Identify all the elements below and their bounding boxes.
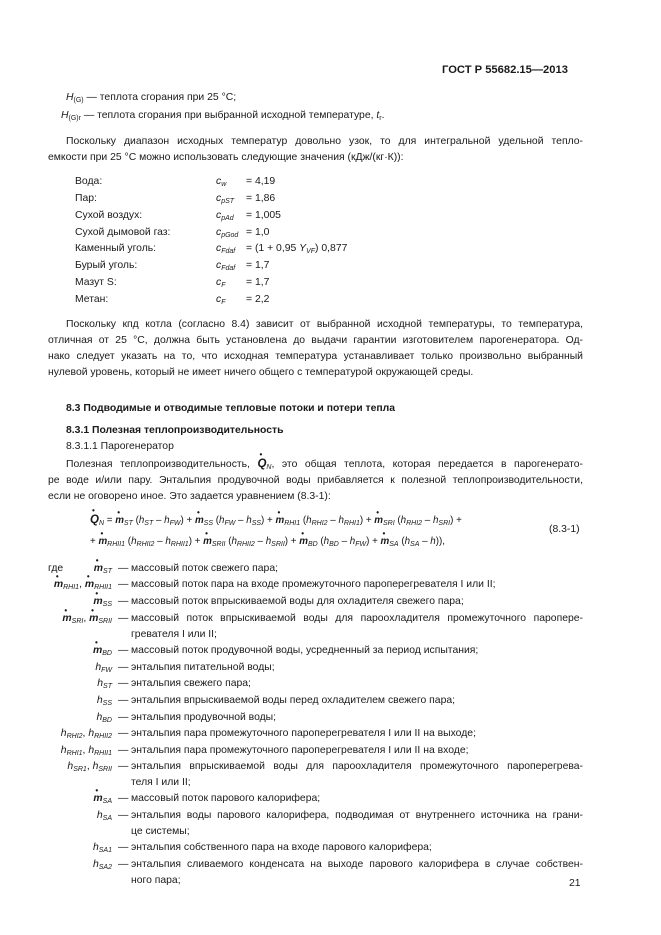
definition-text: массовый поток парового калорифера;	[131, 793, 321, 804]
definition-dash: —	[118, 613, 129, 624]
paragraph-line: отличная от 25 °С, должна быть установлена до выдачи гарантии изготовителем парогенератора. Од-	[48, 335, 583, 346]
definition-dash: —	[118, 728, 129, 739]
definition-h-g-r: $H_{(G)r}$ — теплота сгорания при выбранной исходной температуре, $t_r$.	[61, 110, 385, 122]
section-heading-8-3-1-1: 8.3.1.1 Парогенератор	[66, 441, 174, 452]
definition-text: энтальпия продувочной воды;	[131, 712, 277, 723]
paragraph-line: нулевой уровень, который не имеет ничего общего с температурой окружающей среды.	[48, 367, 474, 378]
heat-table-symbol: $c_{pST}$	[216, 193, 235, 205]
equation-line-2: + m $•_{RHII1}$ $(h_{RHII2} - h_{RHII1}) + m$ $•_{SRII}$ $(h_{RHII2} - h_{SRII}) + m$ $•_{BD}$ $(h_{BD} - h_{FW}) + m$ $•_{SA}$ $(h_{SA} - h)$),	[90, 536, 445, 548]
definition-text: массовый поток впрыскиваемой воды для пароохладителя промежуточного паропере-	[131, 613, 583, 624]
section-heading-8-3: 8.3 Подводимые и отводимые тепловые потоки и потери тепла	[66, 403, 396, 414]
definition-text: энтальпия собственного пара на входе парового калорифера;	[131, 842, 432, 853]
definition-symbol: m $•_{BD}$	[93, 645, 112, 657]
definition-dash: —	[118, 810, 129, 821]
definition-symbol: $h_{ST}$	[97, 678, 112, 690]
heat-table-symbol: $c_{pAd}$	[216, 210, 234, 222]
definition-symbol: m $•_{RHI1}$, m $•_{RHII1}$	[54, 579, 112, 591]
heat-table-value: = 1,86	[246, 193, 276, 204]
definition-dash: —	[118, 695, 129, 706]
paragraph-line: Поскольку диапазон исходных температур довольно узок, то для интегральной удельной тепло-	[66, 136, 583, 147]
heat-table-name: Пар:	[75, 193, 97, 204]
heat-table-symbol: $c_F$	[216, 277, 226, 289]
definition-dash: —	[118, 645, 129, 656]
definition-text: энтальпия сливаемого конденсата на выходе парового калорифера в случае собствен-	[131, 859, 583, 870]
heat-table-value: = 4,19	[246, 176, 276, 187]
paragraph-line: ре воде и/или пару. Энтальпия продувочной воды прибавляется к полезной теплопроизводительности,	[48, 475, 583, 486]
equation-line-1: Q $•_N = m$ $•_{ST}$ $(h_{ST} - h_{FW}) + m$ $•_{SS}$ $(h_{FW} - h_{SS}) + m$ $•_{RHI1}$ $(h_{RHI2} - h_{RHI1}) + m$ $•_{SRI}$ $(h_{RHI2} - h_{SRI})$ +	[90, 514, 462, 527]
definition-symbol: m $•_{SRI}$, m $•_{SRII}$	[62, 613, 112, 625]
definition-text-continued: ного пара;	[131, 875, 181, 886]
heat-table-value: = 2,2	[246, 294, 270, 305]
heat-table-symbol: $c_{Fdaf}$	[216, 260, 236, 272]
heat-table-value: = (1 + 0,95 $Y_{VF}$) 0,877	[246, 243, 348, 255]
definition-dash: —	[118, 761, 129, 772]
heat-table-value: = 1,005	[246, 210, 281, 221]
heat-table-name: Бурый уголь:	[75, 260, 138, 271]
definition-symbol: $h_{SS}$	[96, 695, 112, 707]
heat-table-name: Сухой воздух:	[75, 210, 143, 221]
heat-table-value: = 1,7	[246, 277, 270, 288]
definition-text: массовый поток продувочной воды, усредненный за период испытания;	[131, 645, 479, 656]
definition-text-continued: теля I или II;	[131, 777, 191, 788]
definition-dash: —	[118, 793, 129, 804]
definition-symbol: m $•_{ST}$	[94, 563, 112, 575]
definition-symbol: $h_{FW}$	[95, 662, 112, 674]
heat-table-name: Мазут S:	[75, 277, 117, 288]
definition-symbol: $h_{RHI1}$, $h_{RHII1}$	[60, 745, 112, 757]
definition-text: энтальпия воды парового калорифера, подводимая от внутреннего источника на грани-	[131, 810, 583, 821]
definition-text: энтальпия пара промежуточного пароперегревателя I или II на выходе;	[131, 728, 476, 739]
heat-table-name: Каменный уголь:	[75, 243, 157, 254]
heat-table-value: = 1,7	[246, 260, 270, 271]
definition-symbol: $h_{SR1}$, $h_{SRII}$	[67, 761, 112, 773]
definition-dash: —	[118, 579, 129, 590]
definition-text: энтальпия питательной воды;	[131, 662, 275, 673]
definition-dash: —	[118, 662, 129, 673]
heat-table-symbol: $c_w$	[216, 176, 227, 188]
heat-table-symbol: $c_{Fdaf}$	[216, 243, 236, 255]
definition-text: энтальпия пара промежуточного пароперегревателя I или II на входе;	[131, 745, 469, 756]
definition-text: энтальпия свежего пара;	[131, 678, 251, 689]
heat-table-symbol: $c_F$	[216, 294, 226, 306]
definition-dash: —	[118, 596, 129, 607]
definition-dash: —	[118, 563, 129, 574]
definition-dash: —	[118, 712, 129, 723]
definition-text: массовый поток пара на входе промежуточного пароперегревателя I или II;	[131, 579, 496, 590]
heat-table-name: Сухой дымовой газ:	[75, 227, 171, 238]
section-heading-8-3-1: 8.3.1 Полезная теплопроизводительность	[66, 425, 284, 436]
paragraph-line: Поскольку кпд котла (согласно 8.4) зависит от выбранной исходной температуры, то температура,	[66, 319, 583, 330]
paragraph-line: Полезная теплопроизводительность, Q $•_N$, это общая теплота, которая передается в парогенерато-	[66, 458, 583, 471]
definition-text: энтальпия впрыскиваемой воды перед охладителем свежего пара;	[131, 695, 456, 706]
paragraph-line: если не оговорено иное. Это задается уравнением (8.3-1):	[48, 491, 331, 502]
definition-symbol: $h_{SA2}$	[92, 859, 112, 871]
definition-symbol: $h_{SA}$	[96, 810, 112, 822]
definition-symbol: m $•_{SS}$	[93, 596, 112, 608]
equation-number: (8.3-1)	[549, 524, 580, 535]
heat-table-name: Метан:	[75, 294, 109, 305]
definition-text: массовый поток впрыскиваемой воды для охладителя свежего пара;	[131, 596, 464, 607]
definition-text-continued: це системы;	[131, 826, 190, 837]
where-word: где	[48, 563, 64, 574]
heat-table-name: Вода:	[75, 176, 103, 187]
definition-dash: —	[118, 745, 129, 756]
definition-dash: —	[118, 859, 129, 870]
definition-symbol: $h_{SA1}$	[92, 842, 112, 854]
paragraph-line: нако следует указать на то, что исходная температура устанавливает только произвольно выбранный	[48, 351, 583, 362]
definition-text: массовый поток свежего пара;	[131, 563, 278, 574]
definition-dash: —	[118, 842, 129, 853]
page-number: 21	[569, 878, 581, 889]
heat-table-value: = 1,0	[246, 227, 270, 238]
definition-h-g: $H_{(G)}$ — теплота сгорания при 25 °С;	[66, 92, 237, 104]
definition-dash: —	[118, 678, 129, 689]
definition-text-continued: гревателя I или II;	[131, 629, 217, 640]
definition-symbol: $h_{RHI2}$, $h_{RHII2}$	[60, 728, 112, 740]
definition-text: энтальпия впрыскиваемой воды для пароохладителя промежуточного пароперегрева-	[131, 761, 583, 772]
heat-table-symbol: $c_{pGod}$	[216, 227, 239, 239]
definition-symbol: m $•_{SA}$	[93, 793, 112, 805]
document-header: ГОСТ Р 55682.15—2013	[442, 64, 568, 76]
definition-symbol: $h_{BD}$	[96, 712, 112, 724]
paragraph-line: емкости при 25 °С можно использовать следующие значения (кДж/(кг·К)):	[48, 152, 404, 163]
